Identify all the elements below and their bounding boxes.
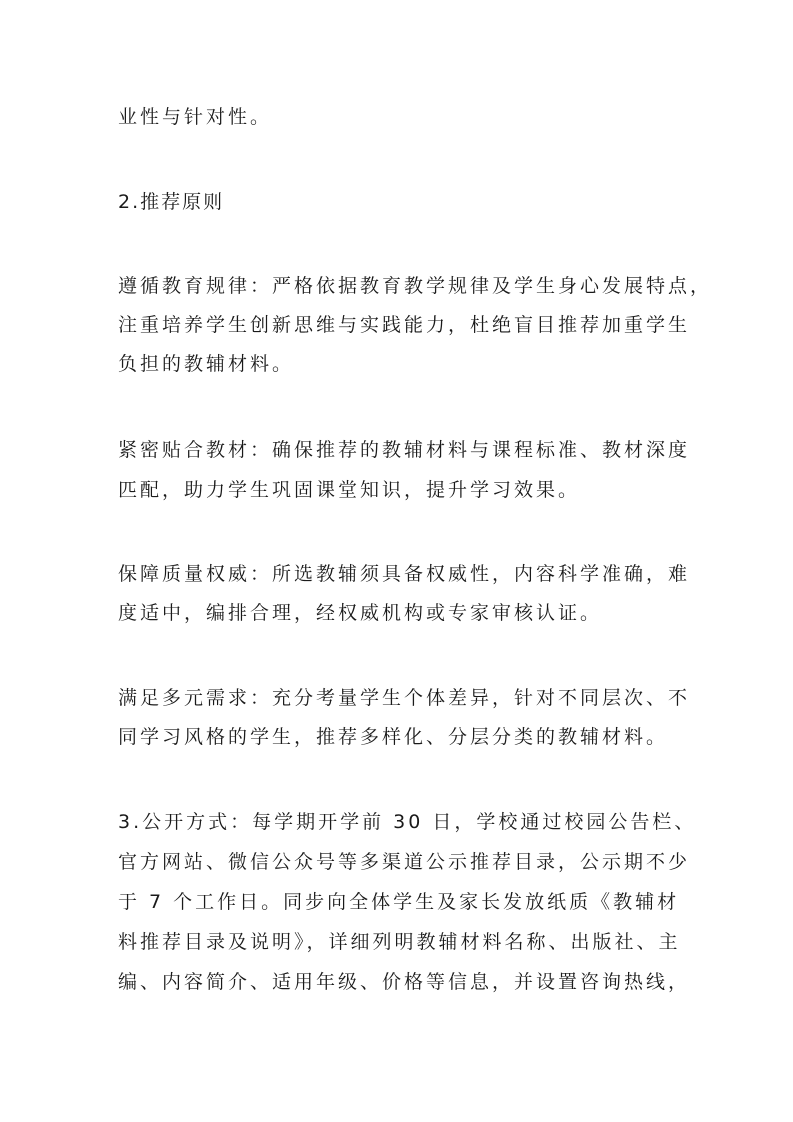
section-3-line-4: 料推荐目录及说明》，详细列明教辅材料名称、出版社、主 — [118, 931, 681, 953]
section-3-line-3: 于 7 个工作日。同步向全体学生及家长发放纸质《教辅材 — [118, 891, 680, 913]
principle-3-line-2: 度适中，编排合理，经权威机构或专家审核认证。 — [118, 602, 603, 624]
principle-2-line-1: 紧密贴合教材：确保推荐的教辅材料与课程标准、教材深度 — [118, 439, 691, 461]
principle-1-line-2: 注重培养学生创新思维与实践能力，杜绝盲目推荐加重学生 — [118, 314, 691, 336]
intro-tail-line: 业性与针对性。 — [118, 106, 273, 128]
principle-4-line-1: 满足多元需求：充分考量学生个体差异，针对不同层次、不 — [118, 687, 691, 709]
principle-3-line-1: 保障质量权威：所选教辅须具备权威性，内容科学准确，难 — [118, 563, 691, 585]
principle-4-line-2: 同学习风格的学生，推荐多样化、分层分类的教辅材料。 — [118, 726, 669, 748]
section-3-line-5: 编、内容简介、适用年级、价格等信息，并设置咨询热线， — [118, 971, 691, 993]
section-3-line-1: 3.公开方式：每学期开学前 30 日，学校通过校园公告栏、 — [118, 811, 697, 833]
principle-1-line-3: 负担的教辅材料。 — [118, 353, 295, 375]
section-3-line-2: 官方网站、微信公众号等多渠道公示推荐目录，公示期不少 — [118, 851, 691, 873]
section-2-heading: 2.推荐原则 — [118, 191, 225, 213]
principle-1-line-1: 遵循教育规律：严格依据教育教学规律及学生身心发展特点， — [118, 275, 713, 297]
principle-2-line-2: 匹配，助力学生巩固课堂知识，提升学习效果。 — [118, 479, 581, 501]
